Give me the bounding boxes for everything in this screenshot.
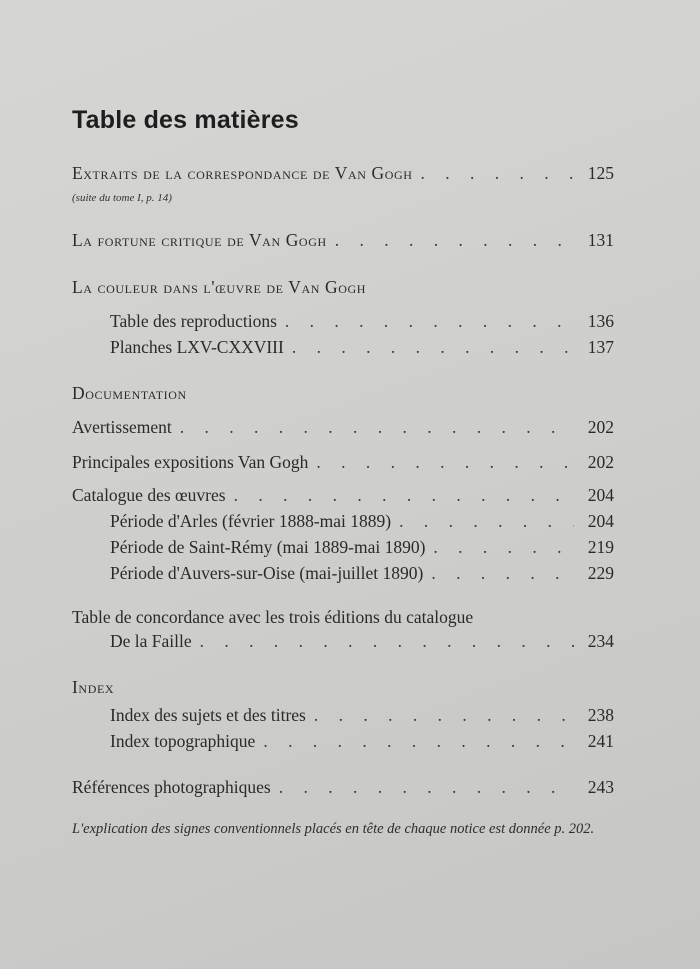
toc-subentry-table-reproductions (110, 310, 614, 332)
toc-entry-label: La fortune critique de Van Gogh (72, 230, 327, 250)
toc-entry-page: 204 (587, 511, 614, 531)
toc-entry-page: 238 (587, 705, 614, 725)
toc-section-couleur: La couleur dans l'œuvre de Van Gogh (72, 277, 367, 297)
toc-entry-label: Période d'Arles (février 1888-mai 1889) (110, 511, 392, 531)
toc-entry-catalogue (72, 484, 614, 506)
toc-subentry-auvers (110, 562, 614, 584)
toc-entry-label: Période d'Auvers-sur-Oise (mai-juillet 1890) (110, 563, 424, 583)
toc-entry-expositions (72, 451, 614, 473)
leader-dots (263, 730, 574, 752)
toc-entry-concordance: Table de concordance avec les trois éditions du catalogue (72, 607, 474, 627)
toc-entry-fortune-critique (72, 229, 614, 251)
toc-entry-page: 202 (587, 452, 614, 472)
footer-note: L'explication des signes conventionnels placés en tête de chaque notice est donnée p. 202. (72, 821, 595, 837)
toc-entry-label: Avertissement (72, 417, 172, 437)
toc-entry-label: Catalogue des œuvres (72, 485, 226, 505)
leader-dots (433, 536, 574, 558)
leader-dots (279, 776, 574, 798)
toc-entry-page: 137 (587, 337, 614, 357)
toc-entry-page: 131 (587, 230, 614, 250)
leader-dots (180, 416, 574, 438)
toc-subentry-index-sujets (110, 704, 614, 726)
toc-entry-label: Extraits de la correspondance de Van Gogh (72, 163, 413, 183)
toc-section-index: Index (72, 677, 115, 697)
toc-entry-label: Principales expositions Van Gogh (72, 452, 309, 472)
leader-dots (314, 704, 574, 726)
leader-dots (335, 229, 574, 251)
toc-entry-page: 202 (587, 417, 614, 437)
toc-entry-label: Références photographiques (72, 777, 271, 797)
toc-entry-label: De la Faille (110, 631, 192, 651)
toc-section-documentation: Documentation (72, 383, 187, 403)
leader-dots (399, 510, 574, 532)
toc-entry-page: 241 (587, 731, 614, 751)
toc-entry-page: 204 (587, 485, 614, 505)
toc-entry-label: Table des reproductions (110, 311, 277, 331)
toc-entry-concordance-cont (110, 630, 614, 652)
toc-entry-label: Index topographique (110, 731, 256, 751)
toc-subentry-index-topo (110, 730, 614, 752)
toc-entry-avertissement (72, 416, 614, 438)
toc-entry-note: (suite du tome I, p. 14) (72, 192, 172, 204)
leader-dots (292, 336, 574, 358)
toc-entry-page: 229 (587, 563, 614, 583)
leader-dots (421, 162, 574, 184)
toc-entry-label: Période de Saint-Rémy (mai 1889-mai 1890) (110, 537, 426, 557)
page-title: Table des matières (72, 106, 299, 134)
toc-entry-references (72, 776, 614, 798)
toc-entry-page: 234 (587, 631, 614, 651)
leader-dots (200, 630, 574, 652)
toc-entry-correspondance (72, 162, 614, 184)
toc-entry-page: 243 (587, 777, 614, 797)
toc-subentry-saint-remy (110, 536, 614, 558)
toc-entry-label: Index des sujets et des titres (110, 705, 306, 725)
toc-subentry-planches (110, 336, 614, 358)
toc-entry-page: 136 (587, 311, 614, 331)
leader-dots (285, 310, 574, 332)
leader-dots (316, 451, 574, 473)
toc-entry-page: 219 (587, 537, 614, 557)
toc-subentry-arles (110, 510, 614, 532)
toc-entry-label: Planches LXV-CXXVIII (110, 337, 284, 357)
toc-entry-page: 125 (587, 163, 614, 183)
leader-dots (234, 484, 574, 506)
leader-dots (431, 562, 574, 584)
